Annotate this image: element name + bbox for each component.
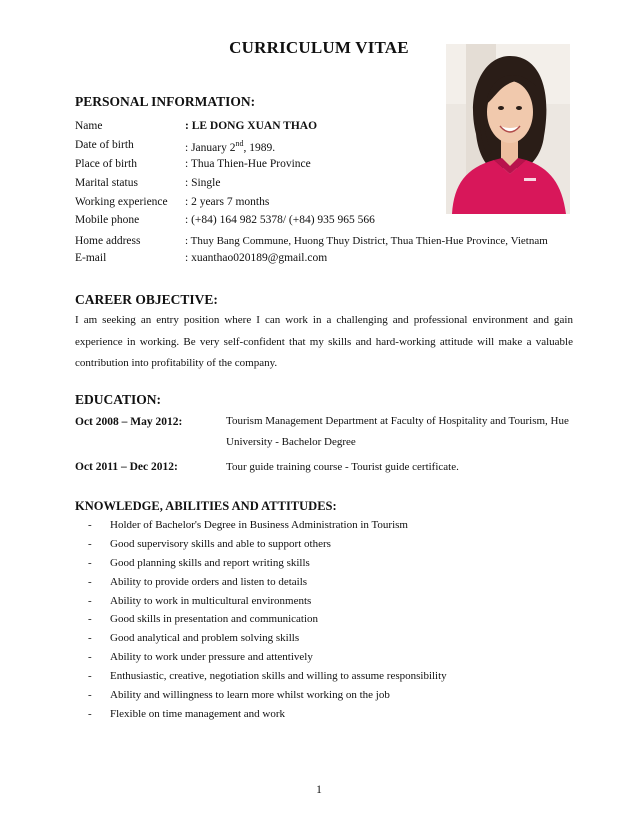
education-date-2: Oct 2011 – Dec 2012:: [75, 461, 178, 473]
email-value[interactable]: : xuanthao020189@gmail.com: [185, 252, 328, 264]
bullet-dash: -: [88, 670, 92, 683]
education-heading: EDUCATION:: [75, 392, 162, 407]
skill-text: Good planning skills and report writing skills: [110, 556, 310, 569]
personal-info-heading: PERSONAL INFORMATION:: [75, 94, 256, 109]
document-title: CURRICULUM VITAE: [229, 38, 409, 57]
skill-text: Good skills in presentation and communication: [110, 613, 319, 626]
phone-label: Mobile phone: [75, 214, 140, 226]
address-label: Home address: [75, 235, 141, 247]
bullet-dash: -: [88, 556, 92, 569]
bullet-dash: -: [88, 575, 92, 588]
bullet-dash: -: [88, 632, 92, 645]
skill-text: Flexible on time management and work: [110, 707, 286, 720]
dob-suffix: , 1989.: [243, 141, 276, 154]
address-value: : Thuy Bang Commune, Huong Thuy District, Thua Thien-Hue Province, Vietnam: [185, 235, 548, 247]
dob-prefix: : January 2: [185, 141, 236, 154]
skill-text: Good analytical and problem solving skills: [110, 632, 300, 645]
career-objective-text: I am seeking an entry position where I can work in a challenging and professional environment and gain experience in working. Be very self-confident that my skills and hard-working attitude will make a valuable contribution into profitability of the company.: [75, 314, 573, 369]
bullet-dash: -: [88, 651, 92, 664]
bullet-dash: -: [88, 537, 92, 550]
skill-text: Ability to work under pressure and attentively: [110, 651, 313, 664]
skill-text: Enthusiastic, creative, negotiation skills and willing to assume responsibility: [110, 670, 447, 683]
bullet-dash: -: [88, 689, 92, 702]
marital-label: Marital status: [75, 177, 138, 189]
name-value: [185, 120, 317, 132]
bullet-dash: -: [88, 707, 92, 720]
dob-label: Date of birth: [75, 139, 134, 151]
career-objective-heading: CAREER OBJECTIVE:: [75, 292, 218, 307]
education-date-1: Oct 2008 – May 2012:: [75, 416, 183, 428]
education-desc-2: Tour guide training course - Tourist guide certificate.: [226, 461, 459, 473]
name-label: Name: [75, 120, 103, 132]
name-text: : LE DONG XUAN THAO: [185, 120, 318, 132]
skills-heading: KNOWLEDGE, ABILITIES AND ATTITUDES:: [75, 499, 337, 513]
bullet-dash: -: [88, 613, 92, 626]
bullet-dash: -: [88, 594, 92, 607]
page-number: 1: [316, 784, 322, 796]
skill-text: Ability to provide orders and listen to details: [110, 575, 308, 588]
marital-value: : Single: [185, 177, 221, 189]
experience-label: Working experience: [75, 196, 168, 208]
phone-value: : (+84) 164 982 5378/ (+84) 935 965 566: [185, 214, 375, 226]
pob-value: : Thua Thien-Hue Province: [185, 158, 311, 170]
skill-text: Good supervisory skills and able to support others: [110, 537, 331, 550]
skill-text: Ability and willingness to learn more whilst working on the job: [110, 689, 390, 702]
education-desc-1: Tourism Management Department at Faculty of Hospitality and Tourism, Hue University - Bachelor Degree: [226, 415, 569, 448]
experience-value: : 2 years 7 months: [185, 196, 270, 208]
bullet-dash: -: [88, 519, 92, 531]
portrait-illustration: [446, 44, 570, 214]
profile-photo: [446, 44, 570, 214]
dob-ordinal: nd: [235, 139, 244, 148]
skill-text: Ability to work in multicultural environments: [110, 594, 312, 607]
pob-label: Place of birth: [75, 158, 137, 170]
dob-value: [185, 139, 275, 154]
skill-text: Holder of Bachelor's Degree in Business Administration in Tourism: [110, 519, 408, 531]
email-label: E-mail: [75, 252, 107, 264]
